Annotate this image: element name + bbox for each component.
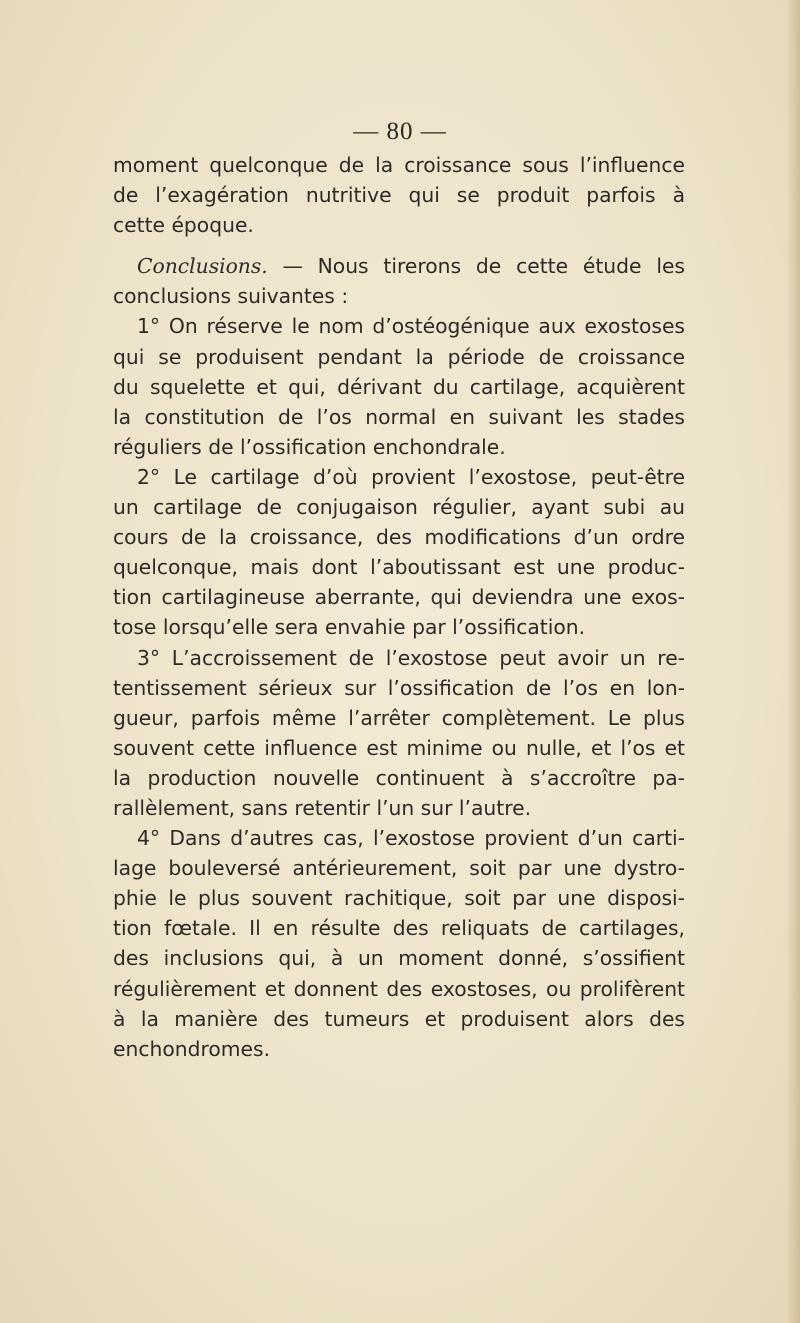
text-line: 2° Le cartilage d’où provient l’exostose, peut-être	[137, 464, 685, 489]
section-heading: Conclusions.	[137, 254, 268, 279]
body-text	[113, 150, 685, 1064]
text-line: régulièrement et donnent des exostoses, ou prolifèrent	[113, 976, 685, 1001]
text-line: tentissement sérieux sur l’ossification de l’os en lon-	[113, 675, 685, 700]
text-line: qui se produisent pendant la période de croissance	[113, 344, 685, 369]
text-line: un cartilage de conjugaison régulier, ayant subi au	[113, 495, 685, 520]
text-line: cette époque.	[113, 213, 254, 238]
paragraph-point-1	[113, 311, 685, 461]
text-line	[113, 251, 685, 281]
text-line: cours de la croissance, des modifications d’un ordre	[113, 525, 685, 550]
text-line-rest: — Nous tirerons de cette étude les	[267, 254, 685, 279]
text-line: souvent cette influence est minime ou nulle, et l’os et	[113, 735, 685, 760]
paragraph-conclusions	[113, 251, 685, 311]
text-line: 1° On réserve le nom d’ostéogénique aux exostoses	[137, 314, 685, 339]
text-line: réguliers de l’ossification enchondrale.	[113, 434, 506, 459]
text-line: conclusions suivantes :	[113, 284, 349, 309]
paragraph-continuation	[113, 150, 685, 240]
text-line: tose lorsqu’elle sera envahie par l’ossification.	[113, 615, 586, 640]
text-line: de l’exagération nutritive qui se produit parfois à	[113, 183, 685, 208]
text-line: phie le plus souvent rachitique, soit par une disposi-	[113, 886, 685, 911]
text-line: du squelette et qui, dérivant du cartilage, acquièrent	[113, 374, 685, 399]
text-line: moment quelconque de la croissance sous l’influence	[113, 153, 685, 177]
text-line: enchondromes.	[113, 1036, 271, 1061]
text-line: à la manière des tumeurs et produisent alors des	[113, 1006, 685, 1031]
text-line: gueur, parfois même l’arrêter complètement. Le plus	[113, 705, 685, 730]
text-line: lage bouleversé antérieurement, soit par une dystro-	[113, 856, 685, 881]
text-line: 3° L’accroissement de l’exostose peut avoir un re-	[137, 645, 685, 670]
text-line: des inclusions qui, à un moment donné, s’ossifient	[113, 946, 685, 971]
paragraph-point-4	[113, 823, 685, 1064]
page-edge-shadow	[786, 0, 800, 1323]
text-line: rallèlement, sans retentir l’un sur l’autre.	[113, 795, 532, 820]
text-line: la production nouvelle continuent à s’accroître pa-	[113, 765, 685, 790]
text-line: 4° Dans d’autres cas, l’exostose provient d’un carti-	[137, 826, 685, 851]
text-line: la constitution de l’os normal en suivant les stades	[113, 404, 685, 429]
paragraph-point-2	[113, 462, 685, 643]
page-number: — 80 —	[353, 118, 447, 145]
text-line: quelconque, mais dont l’aboutissant est une produc-	[113, 555, 685, 580]
text-line: tion fœtale. Il en résulte des reliquats de cartilages,	[113, 916, 685, 941]
text-line: tion cartilagineuse aberrante, qui deviendra une exos-	[113, 585, 685, 610]
paragraph-point-3	[113, 643, 685, 824]
